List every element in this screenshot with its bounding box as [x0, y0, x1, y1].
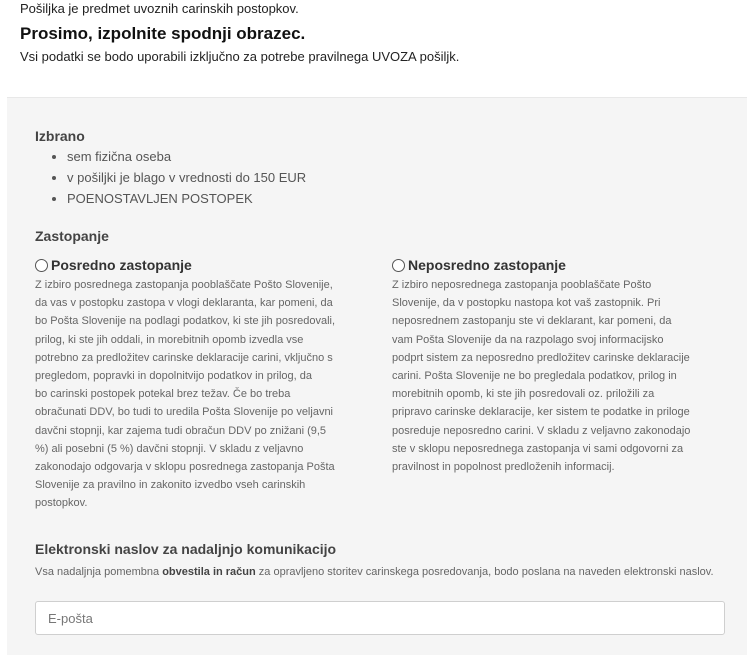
direct-representation-header[interactable] — [392, 256, 727, 274]
indirect-line: davčni stopnji, kar zajema tudi obračun DDV po znižani (9,5 — [35, 424, 327, 437]
form-panel — [7, 97, 747, 655]
email-desc-suffix: za opravljeno storitev carinskega posredovanja, bodo poslana na naveden elektronski naslov. — [255, 566, 714, 578]
indirect-line: %) ali posebni (5 %) davčni stopnji. V skladu z veljavno — [35, 442, 304, 455]
selected-item: • sem fizična oseba — [67, 146, 306, 167]
direct-line: pripravo carinske deklaracije, ker sistem te podatke in priloge — [392, 406, 690, 419]
indirect-representation-label: Posredno zastopanje — [51, 257, 192, 273]
selected-item: • v pošiljki je blago v vrednosti do 150 EUR — [67, 167, 306, 188]
indirect-representation-header[interactable] — [35, 256, 370, 274]
email-desc-prefix: Vsa nadaljnja pomembna — [35, 566, 163, 578]
page-title: Prosimo, izpolnite spodnji obrazec. — [20, 24, 306, 43]
selected-list — [35, 146, 306, 209]
direct-line: podprt sistem za neposredno predložitev carinske deklaracije — [392, 351, 690, 364]
direct-line: vam Pošta Slovenije da na razpolago svoj informacijsko — [392, 333, 664, 346]
indirect-line: bo carinski postopek potekal brez težav. Če bo treba — [35, 388, 291, 401]
indirect-representation-radio[interactable] — [35, 259, 48, 272]
indirect-line: bo Pošta Slovenije na podlagi podatkov, ki ste jih posredovali, — [35, 315, 336, 328]
direct-line: Z izbiro neposrednega zastopanja pooblaščate Pošto — [392, 279, 652, 291]
direct-line: morebitnih opomb, ki ste jih posredovali oz. priložili za — [392, 388, 655, 401]
intro-description: Vsi podatki se bodo uporabili izključno za potrebe pravilnega UVOZA pošiljk. — [20, 49, 460, 64]
selected-title: Izbrano — [35, 128, 85, 144]
indirect-line: potrebno za predložitev carinske deklaracije carini, vključno s — [35, 351, 333, 364]
direct-representation-radio[interactable] — [392, 259, 405, 272]
indirect-line: da vas v postopku zastopa v vlogi deklaranta, kar pomeni, da — [35, 297, 333, 310]
indirect-line: Slovenije za pravilno in zakonito izvedbo vseh carinskih — [35, 479, 306, 492]
indirect-line: zakonodajo odgovarja v sklopu posrednega zastopanja Pošta — [35, 461, 335, 474]
indirect-line: postopkov. — [35, 497, 88, 510]
direct-representation-label: Neposredno zastopanje — [408, 257, 566, 273]
direct-line: ste v sklopu neposrednega zastopanja vi sami odgovorni za — [392, 442, 684, 455]
direct-line: posreduje neposredno carini. V skladu z veljavno zakonodajo — [392, 424, 691, 437]
direct-line: pravilnost in popolnost predloženih informacij. — [392, 461, 615, 474]
indirect-line: pregledom, popravki in dopolnitvijo podatkov in prilog, da — [35, 370, 313, 383]
email-desc-bold: obvestila in račun — [162, 566, 256, 578]
intro — [0, 0, 747, 66]
direct-line: Slovenije, da v postopku nastopa kot vaš zastopnik. Pri — [392, 297, 661, 310]
direct-line: carini. Pošta Slovenije ne bo pregledala podatkov, prilog in — [392, 370, 677, 383]
indirect-line: obračunati DDV, bo tudi to uredila Pošta Slovenije po veljavni — [35, 406, 333, 419]
selected-item: • POENOSTAVLJEN POSTOPEK — [67, 188, 306, 209]
email-section-title: Elektronski naslov za nadaljnjo komunikacijo — [35, 541, 337, 557]
direct-line: neposrednem zastopanju ste vi deklarant, kar pomeni, da — [392, 315, 672, 328]
direct-representation-option[interactable] — [392, 256, 727, 476]
indirect-line: prilog, ki ste jih oddali, in morebitnih opomb izvedla vse — [35, 333, 304, 346]
email-description — [35, 562, 725, 582]
email-input[interactable] — [35, 601, 725, 635]
indirect-representation-option[interactable] — [35, 256, 370, 513]
indirect-line: Z izbiro posrednega zastopanja pooblaščate Pošto Slovenije, — [35, 279, 333, 291]
representation-title: Zastopanje — [35, 228, 109, 244]
intro-notice: Pošiljka je predmet uvoznih carinskih postopkov. — [20, 1, 299, 16]
